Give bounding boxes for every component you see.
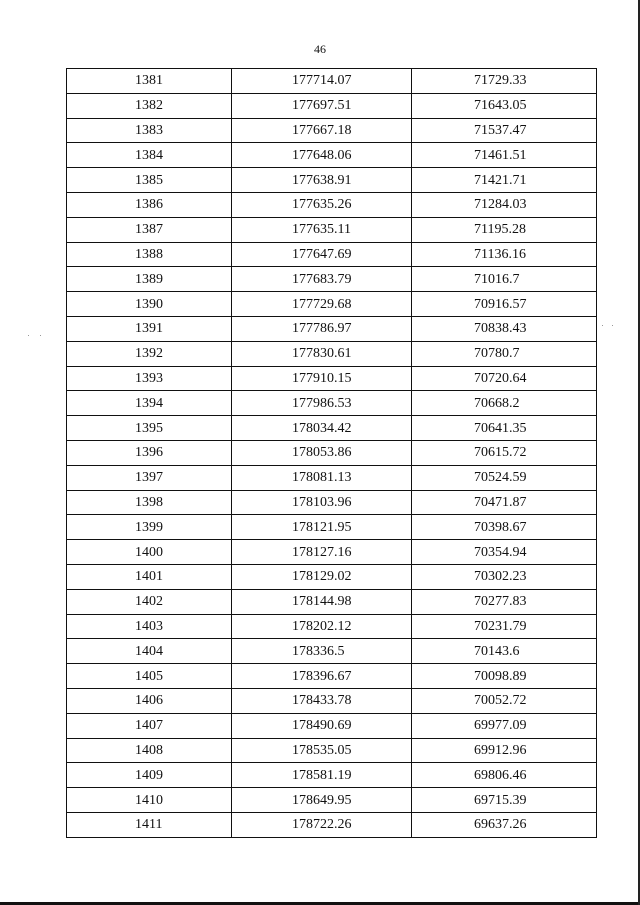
x-coordinate-cell: 178127.16 [232, 540, 412, 565]
table-row [67, 341, 597, 366]
table-row [67, 93, 597, 118]
table-row [67, 316, 597, 341]
y-coordinate-cell: 70615.72 [412, 440, 597, 465]
scan-speck [602, 325, 603, 326]
table-row [67, 69, 597, 94]
y-coordinate-cell: 70302.23 [412, 564, 597, 589]
point-number-cell: 1396 [67, 440, 232, 465]
y-coordinate-cell: 70277.83 [412, 589, 597, 614]
y-coordinate-cell: 70398.67 [412, 515, 597, 540]
x-coordinate-cell: 177647.69 [232, 242, 412, 267]
point-number-cell: 1404 [67, 639, 232, 664]
point-number-cell: 1383 [67, 118, 232, 143]
table-row [67, 540, 597, 565]
y-coordinate-cell: 70720.64 [412, 366, 597, 391]
x-coordinate-cell: 178202.12 [232, 614, 412, 639]
table-row [67, 192, 597, 217]
table-row [67, 490, 597, 515]
table-row [67, 639, 597, 664]
x-coordinate-cell: 178649.95 [232, 788, 412, 813]
table-row [67, 391, 597, 416]
y-coordinate-cell: 70098.89 [412, 664, 597, 689]
x-coordinate-cell: 177648.06 [232, 143, 412, 168]
x-coordinate-cell: 178121.95 [232, 515, 412, 540]
x-coordinate-cell: 177667.18 [232, 118, 412, 143]
x-coordinate-cell: 177697.51 [232, 93, 412, 118]
y-coordinate-cell: 71537.47 [412, 118, 597, 143]
scan-speck [612, 325, 613, 326]
y-coordinate-cell: 69912.96 [412, 738, 597, 763]
table-row [67, 440, 597, 465]
point-number-cell: 1398 [67, 490, 232, 515]
x-coordinate-cell: 178433.78 [232, 688, 412, 713]
y-coordinate-cell: 70143.6 [412, 639, 597, 664]
y-coordinate-cell: 70668.2 [412, 391, 597, 416]
table-row [67, 267, 597, 292]
y-coordinate-cell: 70780.7 [412, 341, 597, 366]
y-coordinate-cell: 69637.26 [412, 812, 597, 837]
point-number-cell: 1407 [67, 713, 232, 738]
point-number-cell: 1389 [67, 267, 232, 292]
y-coordinate-cell: 69977.09 [412, 713, 597, 738]
point-number-cell: 1390 [67, 292, 232, 317]
x-coordinate-cell: 178490.69 [232, 713, 412, 738]
x-coordinate-cell: 178396.67 [232, 664, 412, 689]
table-row [67, 118, 597, 143]
x-coordinate-cell: 177714.07 [232, 69, 412, 94]
scan-speck [28, 335, 29, 336]
y-coordinate-cell: 71729.33 [412, 69, 597, 94]
table-row [67, 217, 597, 242]
x-coordinate-cell: 177830.61 [232, 341, 412, 366]
table-row [67, 515, 597, 540]
table-row [67, 812, 597, 837]
x-coordinate-cell: 178129.02 [232, 564, 412, 589]
x-coordinate-cell: 177986.53 [232, 391, 412, 416]
y-coordinate-cell: 71461.51 [412, 143, 597, 168]
x-coordinate-cell: 178103.96 [232, 490, 412, 515]
point-number-cell: 1401 [67, 564, 232, 589]
table-row [67, 242, 597, 267]
y-coordinate-cell: 70838.43 [412, 316, 597, 341]
page-number: 46 [314, 42, 326, 56]
coordinate-table-body [67, 69, 597, 838]
point-number-cell: 1394 [67, 391, 232, 416]
table-row [67, 713, 597, 738]
x-coordinate-cell: 177635.26 [232, 192, 412, 217]
x-coordinate-cell: 177729.68 [232, 292, 412, 317]
y-coordinate-cell: 71421.71 [412, 168, 597, 193]
point-number-cell: 1409 [67, 763, 232, 788]
point-number-cell: 1385 [67, 168, 232, 193]
x-coordinate-cell: 178053.86 [232, 440, 412, 465]
y-coordinate-cell: 69715.39 [412, 788, 597, 813]
point-number-cell: 1403 [67, 614, 232, 639]
table-row [67, 366, 597, 391]
point-number-cell: 1410 [67, 788, 232, 813]
x-coordinate-cell: 178081.13 [232, 465, 412, 490]
point-number-cell: 1406 [67, 688, 232, 713]
coordinate-table [66, 68, 597, 838]
table-row [67, 564, 597, 589]
table-row [67, 788, 597, 813]
y-coordinate-cell: 70354.94 [412, 540, 597, 565]
point-number-cell: 1387 [67, 217, 232, 242]
table-row [67, 143, 597, 168]
x-coordinate-cell: 177910.15 [232, 366, 412, 391]
point-number-cell: 1397 [67, 465, 232, 490]
table-row [67, 589, 597, 614]
table-row [67, 168, 597, 193]
x-coordinate-cell: 178535.05 [232, 738, 412, 763]
point-number-cell: 1405 [67, 664, 232, 689]
table-row [67, 416, 597, 441]
table-row [67, 763, 597, 788]
y-coordinate-cell: 71136.16 [412, 242, 597, 267]
table-row [67, 465, 597, 490]
x-coordinate-cell: 177683.79 [232, 267, 412, 292]
y-coordinate-cell: 70231.79 [412, 614, 597, 639]
scan-speck [40, 335, 41, 336]
y-coordinate-cell: 69806.46 [412, 763, 597, 788]
point-number-cell: 1411 [67, 812, 232, 837]
table-row [67, 292, 597, 317]
table-row [67, 614, 597, 639]
point-number-cell: 1386 [67, 192, 232, 217]
point-number-cell: 1381 [67, 69, 232, 94]
x-coordinate-cell: 178581.19 [232, 763, 412, 788]
y-coordinate-cell: 71284.03 [412, 192, 597, 217]
table-row [67, 664, 597, 689]
point-number-cell: 1388 [67, 242, 232, 267]
point-number-cell: 1395 [67, 416, 232, 441]
x-coordinate-cell: 177786.97 [232, 316, 412, 341]
point-number-cell: 1402 [67, 589, 232, 614]
point-number-cell: 1393 [67, 366, 232, 391]
y-coordinate-cell: 71195.28 [412, 217, 597, 242]
point-number-cell: 1400 [67, 540, 232, 565]
x-coordinate-cell: 178336.5 [232, 639, 412, 664]
point-number-cell: 1391 [67, 316, 232, 341]
y-coordinate-cell: 70641.35 [412, 416, 597, 441]
point-number-cell: 1399 [67, 515, 232, 540]
point-number-cell: 1408 [67, 738, 232, 763]
y-coordinate-cell: 71016.7 [412, 267, 597, 292]
point-number-cell: 1384 [67, 143, 232, 168]
table-row [67, 738, 597, 763]
x-coordinate-cell: 177638.91 [232, 168, 412, 193]
y-coordinate-cell: 70916.57 [412, 292, 597, 317]
y-coordinate-cell: 70524.59 [412, 465, 597, 490]
point-number-cell: 1392 [67, 341, 232, 366]
table-row [67, 688, 597, 713]
x-coordinate-cell: 178034.42 [232, 416, 412, 441]
x-coordinate-cell: 177635.11 [232, 217, 412, 242]
y-coordinate-cell: 71643.05 [412, 93, 597, 118]
point-number-cell: 1382 [67, 93, 232, 118]
x-coordinate-cell: 178722.26 [232, 812, 412, 837]
y-coordinate-cell: 70471.87 [412, 490, 597, 515]
y-coordinate-cell: 70052.72 [412, 688, 597, 713]
x-coordinate-cell: 178144.98 [232, 589, 412, 614]
